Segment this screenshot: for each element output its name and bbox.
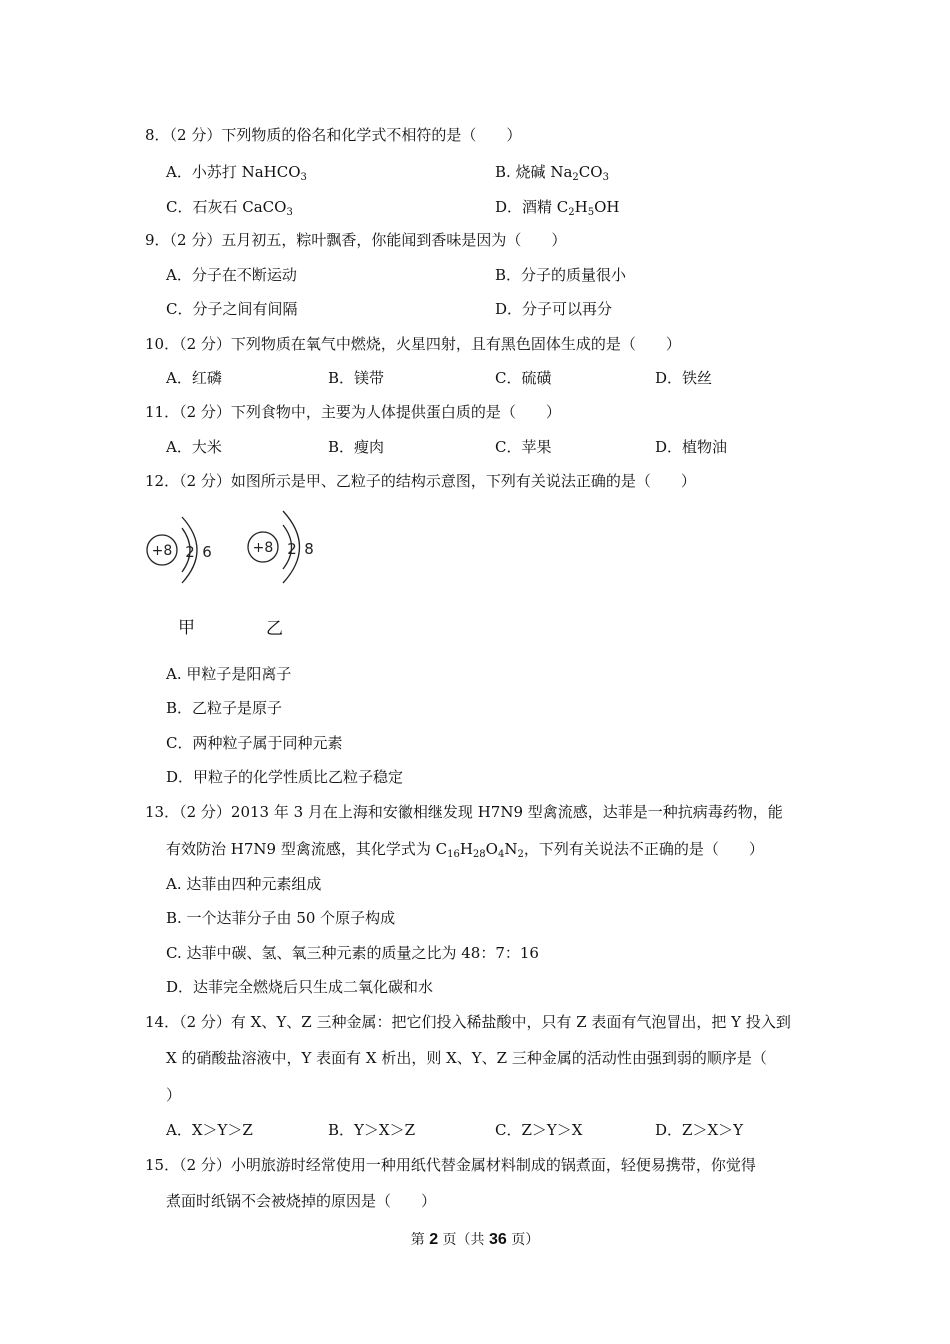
q8-stem: 8．（2 分）下列物质的俗名和化学式不相符的是（ ）	[145, 126, 522, 144]
q8-d-text: D．酒精 C	[495, 198, 569, 216]
particle-structure-diagram	[140, 500, 340, 610]
q13-formula-o: O	[485, 840, 498, 858]
page-total: 36	[489, 1231, 507, 1248]
q8-b-sub2: 3	[602, 172, 609, 183]
q8-a-sub: 3	[300, 172, 307, 183]
yi-nucleus: +8	[252, 540, 274, 556]
q13-sub-c: 16	[447, 849, 460, 860]
q14-option-b[interactable]: B．Y＞X＞Z	[328, 1121, 416, 1139]
q8-option-a[interactable]	[166, 162, 307, 182]
q15-stem-line2: 煮面时纸锅不会被烧掉的原因是（ ）	[166, 1192, 437, 1210]
q10-stem: 10．（2 分）下列物质在氧气中燃烧，火星四射，且有黑色固体生成的是（ ）	[145, 335, 681, 353]
q13-option-c[interactable]: C. 达菲中碳、氢、氧三种元素的质量之比为 48：7：16	[166, 944, 539, 962]
q11-option-b[interactable]: B．瘦肉	[328, 438, 385, 456]
q13-stem-line1: 13．（2 分）2013 年 3 月在上海和安徽相继发现 H7N9 型禽流感，达菲是一种抗病毒药物，能	[145, 803, 783, 821]
q8-c-text: C．石灰石 CaCO	[166, 198, 287, 216]
q13-formula-n: N	[504, 840, 518, 858]
q14-stem-line3: ）	[166, 1086, 182, 1104]
q8-option-b[interactable]	[495, 162, 609, 182]
q11-option-a[interactable]: A．大米	[166, 438, 222, 456]
yi-shell-1: 2	[287, 540, 297, 558]
footer-mid: 页（共	[438, 1232, 489, 1248]
q13-formula-pre: 有效防治 H7N9 型禽流感，其化学式为 C	[166, 840, 448, 858]
q9-option-b[interactable]: B．分子的质量很小	[495, 266, 627, 284]
q13-sub-o: 4	[497, 849, 505, 860]
q14-stem-line1: 14．（2 分）有 X、Y、Z 三种金属：把它们投入稀盐酸中，只有 Z 表面有气泡冒出，把 Y 投入到	[145, 1013, 791, 1031]
q8-d-sub2: 5	[587, 207, 595, 218]
q14-option-d[interactable]: D．Z＞X＞Y	[655, 1121, 744, 1139]
q13-sub-n: 2	[517, 849, 524, 860]
q12-option-c[interactable]: C．两种粒子属于同种元素	[166, 734, 343, 752]
q8-d-end: OH	[594, 198, 620, 216]
q9-option-a[interactable]: A．分子在不断运动	[166, 266, 297, 284]
jia-nucleus: +8	[151, 543, 173, 559]
q11-option-c[interactable]: C．苹果	[495, 438, 552, 456]
q8-b-mid: CO	[578, 163, 603, 181]
caption-jia: 甲	[178, 618, 195, 638]
footer-pre: 第	[410, 1232, 430, 1248]
q9-option-c[interactable]: C．分子之间有间隔	[166, 300, 298, 318]
q10-option-d[interactable]: D．铁丝	[655, 369, 713, 387]
q8-d-mid: H	[574, 198, 588, 216]
page-number: 2	[429, 1231, 439, 1248]
q8-option-c[interactable]	[166, 197, 293, 217]
q11-stem: 11．（2 分）下列食物中，主要为人体提供蛋白质的是（ ）	[145, 403, 561, 421]
q10-option-b[interactable]: B．镁带	[328, 369, 385, 387]
q12-option-a[interactable]: A. 甲粒子是阳离子	[166, 665, 292, 683]
footer-post: 页）	[506, 1232, 540, 1248]
q13-formula-h: H	[459, 840, 473, 858]
q10-option-a[interactable]: A．红磷	[166, 369, 222, 387]
caption-yi: 乙	[266, 619, 283, 639]
particle-jia-diagram	[147, 517, 212, 583]
jia-shell-2: 6	[202, 543, 212, 561]
q14-option-a[interactable]: A．X＞Y＞Z	[166, 1121, 253, 1139]
q13-stem-line2	[166, 839, 764, 859]
q14-stem-line2: X 的硝酸盐溶液中，Y 表面有 X 析出，则 X、Y、Z 三种金属的活动性由强到弱的顺序是（	[166, 1049, 767, 1067]
q11-option-d[interactable]: D．植物油	[655, 438, 728, 456]
q8-b-text: B. 烧碱 Na	[495, 163, 573, 181]
q15-stem-line1: 15．（2 分）小明旅游时经常使用一种用纸代替金属材料制成的锅煮面，轻便易携带，你觉得	[145, 1156, 756, 1174]
q8-d-sub1: 2	[568, 207, 575, 218]
q13-stem-end: ，下列有关说法不正确的是（ ）	[523, 840, 764, 858]
q12-stem: 12．（2 分）如图所示是甲、乙粒子的结构示意图，下列有关说法正确的是（ ）	[145, 472, 696, 490]
q14-option-c[interactable]: C．Z＞Y＞X	[495, 1121, 583, 1139]
page-footer	[0, 1230, 950, 1250]
yi-shell-2: 8	[304, 540, 314, 558]
q12-option-b[interactable]: B．乙粒子是原子	[166, 699, 283, 717]
q13-option-b[interactable]: B. 一个达菲分子由 50 个原子构成	[166, 909, 396, 927]
q9-stem: 9．（2 分）五月初五，粽叶飘香，你能闻到香味是因为（ ）	[145, 231, 567, 249]
q8-c-sub: 3	[286, 207, 293, 218]
q10-option-c[interactable]: C．硫磺	[495, 369, 552, 387]
q8-b-sub1: 2	[572, 172, 579, 183]
jia-shell-1: 2	[185, 543, 195, 561]
q13-option-d[interactable]: D．达菲完全燃烧后只生成二氧化碳和水	[166, 978, 434, 996]
q13-sub-h: 28	[472, 849, 486, 860]
q13-option-a[interactable]: A. 达菲由四种元素组成	[166, 875, 322, 893]
q9-option-d[interactable]: D．分子可以再分	[495, 300, 613, 318]
q8-option-d[interactable]	[495, 197, 620, 217]
particle-yi-diagram	[248, 511, 314, 583]
q12-option-d[interactable]: D．甲粒子的化学性质比乙粒子稳定	[166, 768, 404, 786]
q8-a-text: A．小苏打 NaHCO	[166, 163, 301, 181]
